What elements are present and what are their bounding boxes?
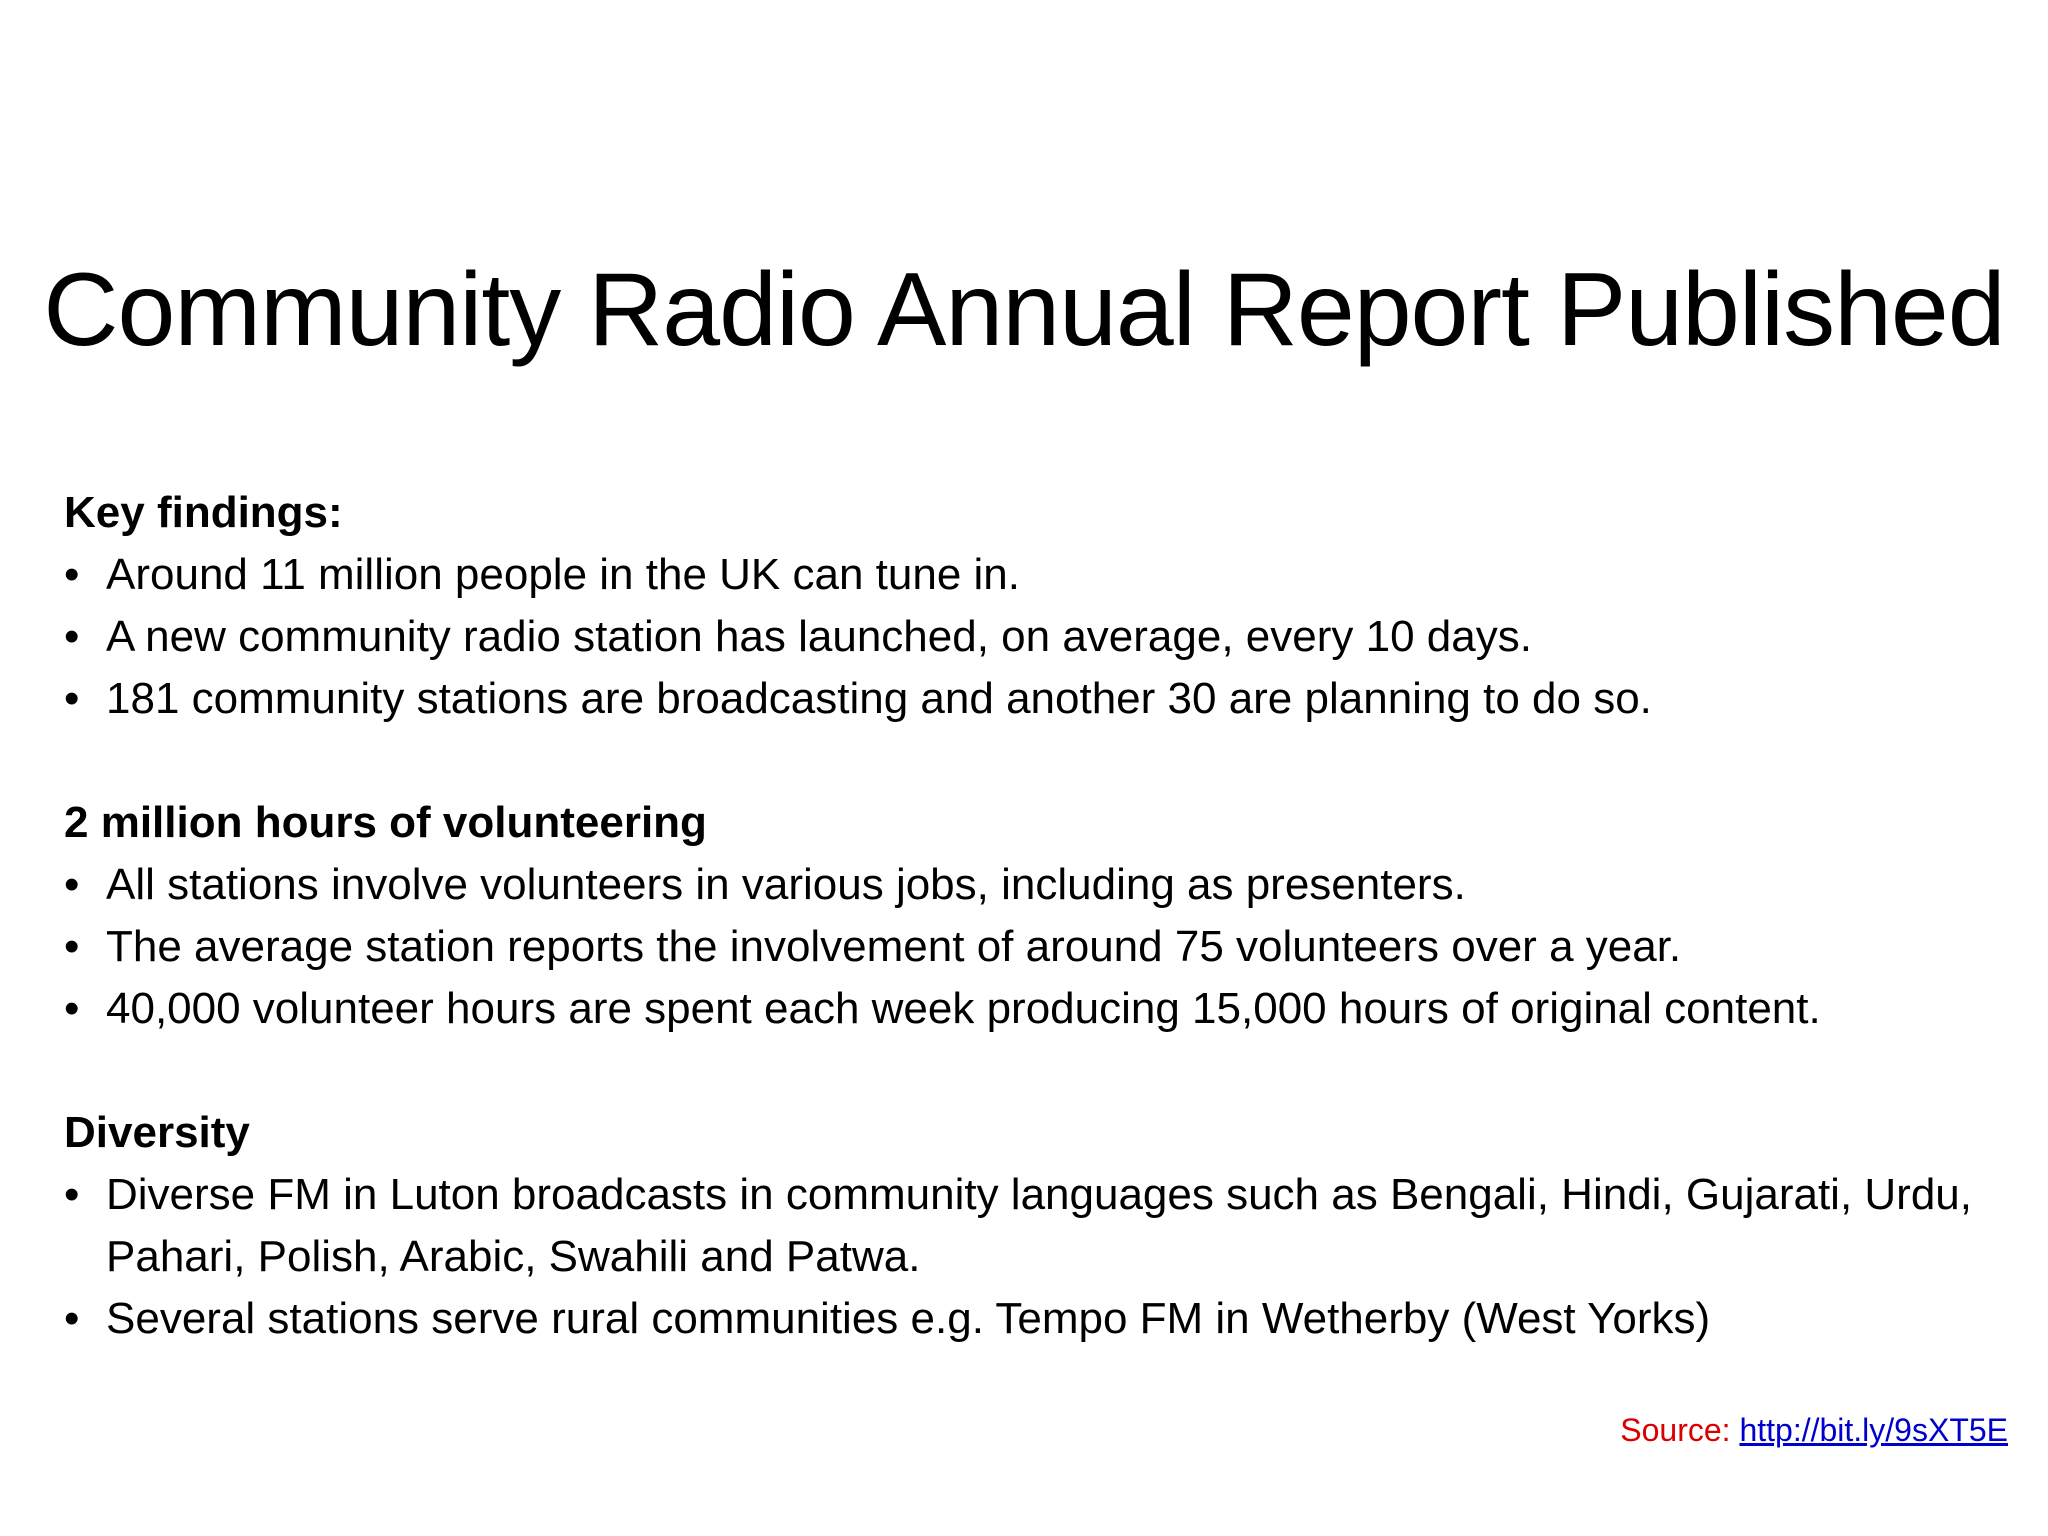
bullet-item: • The average station reports the involvement of around 75 volunteers over a year.	[64, 916, 2004, 978]
source-citation	[1620, 1408, 2008, 1452]
bullet-list-key-findings	[64, 544, 2004, 730]
slide-title: Community Radio Annual Report Published	[43, 252, 2005, 368]
source-label: Source:	[1620, 1412, 1731, 1448]
bullet-item: • Around 11 million people in the UK can tune in.	[64, 544, 2004, 606]
source-link[interactable]: http://bit.ly/9sXT5E	[1739, 1412, 2008, 1448]
bullet-item: • Diverse FM in Luton broadcasts in community languages such as Bengali, Hindi, Gujarati, Urdu, Pahari, Polish, Arabic, Swahili and Patwa.	[64, 1164, 2006, 1288]
bullet-list-diversity	[64, 1164, 2004, 1350]
slide-body	[64, 482, 2004, 1350]
section-spacer	[64, 1040, 2004, 1102]
bullet-item: • 40,000 volunteer hours are spent each week producing 15,000 hours of original content.	[64, 978, 2004, 1040]
section-spacer	[64, 730, 2004, 792]
section-heading-key-findings: Key findings:	[64, 488, 343, 537]
section-heading-diversity: Diversity	[64, 1108, 250, 1157]
bullet-list-volunteering	[64, 854, 2004, 1040]
bullet-item: • A new community radio station has launched, on average, every 10 days.	[64, 606, 2004, 668]
bullet-item: • All stations involve volunteers in various jobs, including as presenters.	[64, 854, 2004, 916]
bullet-item: • Several stations serve rural communities e.g. Tempo FM in Wetherby (West Yorks)	[64, 1288, 2004, 1350]
bullet-item: • 181 community stations are broadcasting and another 30 are planning to do so.	[64, 668, 2004, 730]
section-heading-volunteering: 2 million hours of volunteering	[64, 798, 707, 847]
